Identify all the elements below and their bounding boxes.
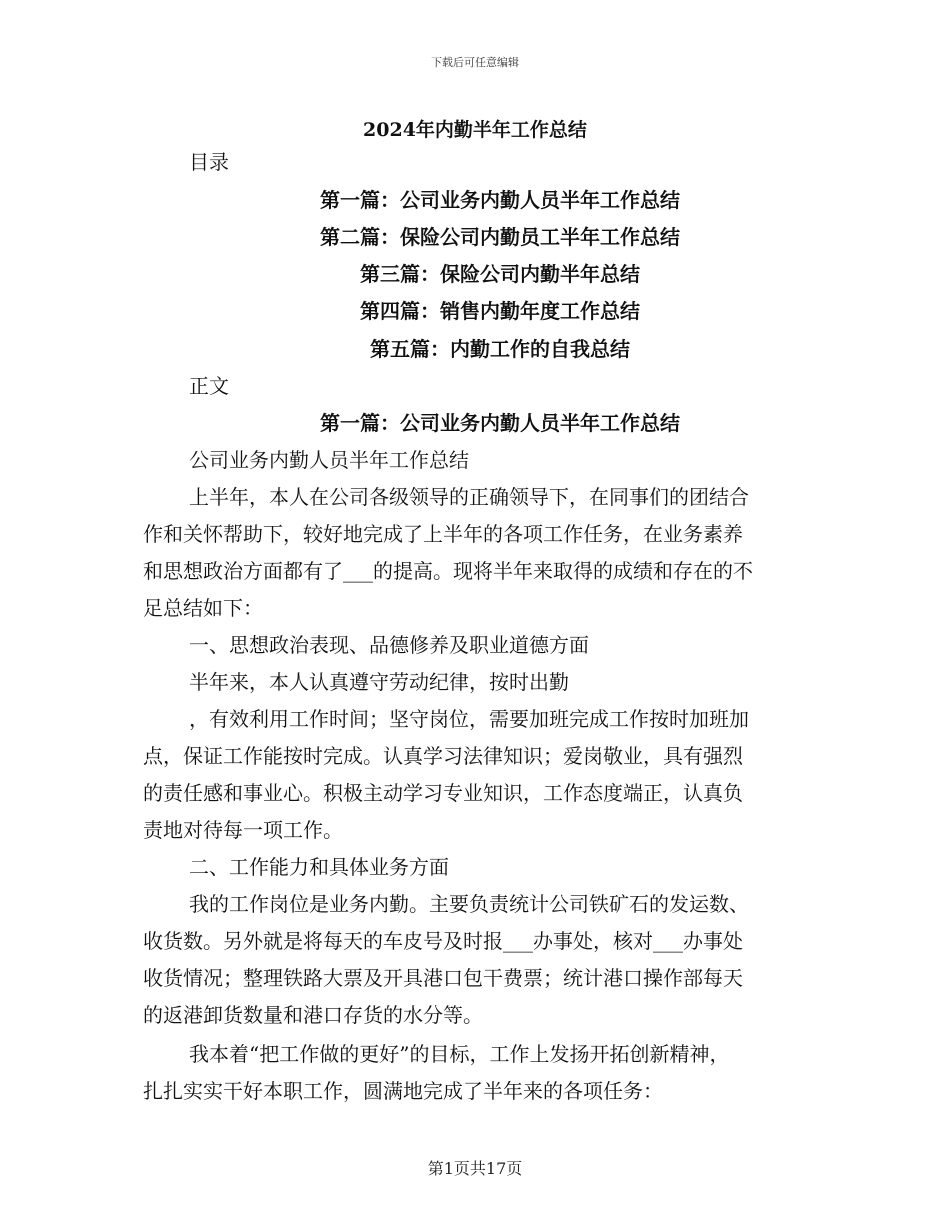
document-title: 2024年内勤半年工作总结: [363, 119, 587, 141]
body-line: 作和关怀帮助下，较好地完成了上半年的各项工作任务，在业务素养: [143, 522, 743, 546]
section-title: 第一篇：公司业务内勤人员半年工作总结: [320, 411, 680, 435]
body-line: 收货数。另外就是将每天的车皮号及时报___办事处，核对___办事处: [143, 929, 743, 953]
toc-item-3: 第三篇：保险公司内勤半年总结: [360, 262, 640, 286]
toc-item-1: 第一篇：公司业务内勤人员半年工作总结: [320, 188, 680, 212]
body-line: 二、工作能力和具体业务方面: [189, 855, 449, 879]
body-line: 足总结如下：: [143, 596, 263, 620]
body-line: 我的工作岗位是业务内勤。主要负责统计公司铁矿石的发运数、: [189, 892, 749, 916]
body-line: 公司业务内勤人员半年工作总结: [189, 448, 469, 472]
body-line: 我本着“把工作做的更好”的目标，工作上发扬开拓创新精神，: [189, 1042, 730, 1066]
body-line: 的责任感和事业心。积极主动学习专业知识，工作态度端正，认真负: [143, 781, 743, 805]
toc-item-4: 第四篇：销售内勤年度工作总结: [360, 299, 640, 323]
body-label: 正文: [189, 374, 229, 398]
page-footer: 第1页共17页: [427, 1159, 523, 1178]
body-line: 上半年，本人在公司各级领导的正确领导下，在同事们的团结合: [189, 485, 749, 509]
body-line: 和思想政治方面都有了___的提高。现将半年来取得的成绩和存在的不: [143, 559, 753, 583]
body-line: 半年来，本人认真遵守劳动纪律，按时出勤: [189, 670, 569, 694]
body-line: ，有效利用工作时间；坚守岗位，需要加班完成工作按时加班加: [189, 707, 749, 731]
body-line: 责地对待每一项工作。: [143, 818, 343, 842]
body-line: 一、思想政治表现、品德修养及职业道德方面: [189, 633, 589, 657]
body-line: 点，保证工作能按时完成。认真学习法律知识；爱岗敬业，具有强烈: [143, 744, 743, 768]
body-line: 的返港卸货数量和港口存货的水分等。: [143, 1003, 483, 1027]
header-note: 下载后可任意编辑: [431, 56, 519, 69]
toc-label: 目录: [189, 150, 229, 174]
toc-item-5: 第五篇：内勤工作的自我总结: [370, 337, 630, 361]
body-line: 收货情况；整理铁路大票及开具港口包干费票；统计港口操作部每天: [143, 966, 743, 990]
body-line: 扎扎实实干好本职工作，圆满地完成了半年来的各项任务：: [143, 1079, 663, 1103]
toc-item-2: 第二篇：保险公司内勤员工半年工作总结: [320, 225, 680, 249]
